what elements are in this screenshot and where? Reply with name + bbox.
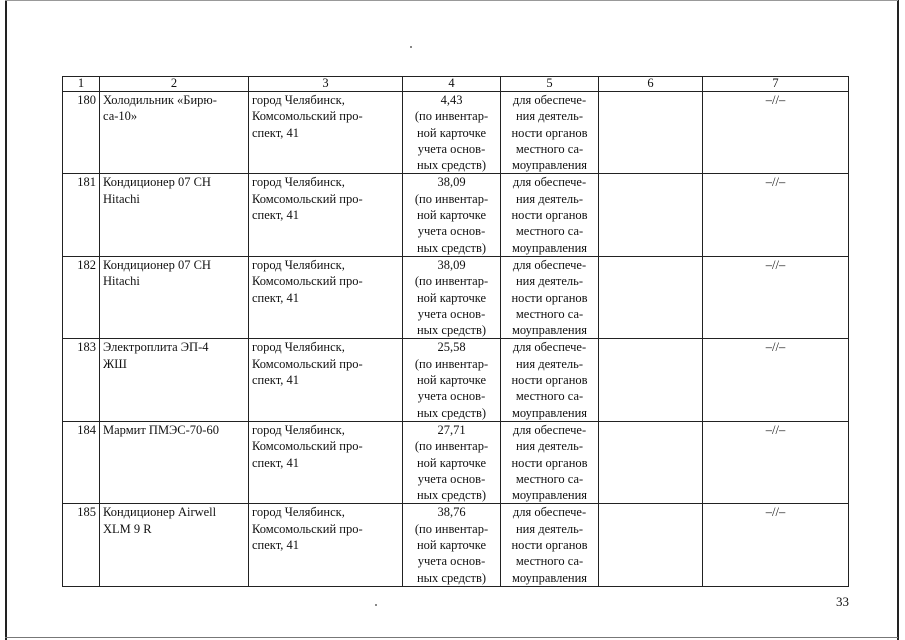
purpose-line: местного са- bbox=[515, 389, 584, 404]
address-line: Комсомольский про- bbox=[252, 191, 363, 206]
item-name-line: ЖШ bbox=[103, 356, 127, 371]
purpose-line: моуправления bbox=[511, 405, 588, 420]
column-6-cell bbox=[599, 504, 703, 586]
book-value-line: ной карточке bbox=[416, 208, 487, 223]
scan-border-bottom bbox=[5, 637, 898, 638]
address-line: Комсомольский про- bbox=[252, 356, 363, 371]
purpose-line: местного са- bbox=[515, 306, 584, 321]
item-name-line: Холодильник «Бирю- bbox=[103, 93, 217, 107]
purpose-line: ния деятель- bbox=[515, 356, 584, 371]
column-7-cell: –//– bbox=[703, 421, 849, 503]
book-value-cell bbox=[403, 256, 501, 338]
scan-speck bbox=[375, 604, 377, 606]
row-number-cell: 183 bbox=[63, 339, 100, 421]
table-row bbox=[63, 256, 849, 338]
column-6-cell bbox=[599, 421, 703, 503]
purpose-line: местного са- bbox=[515, 224, 584, 239]
table-row bbox=[63, 504, 849, 586]
address-line: город Челябинск, bbox=[252, 340, 345, 355]
header-cell: 3 bbox=[249, 77, 403, 92]
item-name-line: XLM 9 R bbox=[103, 521, 152, 536]
address-cell bbox=[249, 174, 403, 256]
book-value-cell bbox=[403, 339, 501, 421]
column-7-cell: –//– bbox=[703, 174, 849, 256]
purpose-line: моуправления bbox=[511, 240, 588, 255]
header-cell: 1 bbox=[63, 77, 100, 92]
item-name-line: Электроплита ЭП-4 bbox=[103, 340, 209, 355]
book-value-line: ной карточке bbox=[416, 125, 487, 140]
book-value-line: 27,71 bbox=[437, 422, 466, 437]
address-line: Комсомольский про- bbox=[252, 521, 363, 536]
purpose-line: для обеспече- bbox=[512, 505, 587, 520]
item-name-line: Кондиционер 07 CH bbox=[103, 257, 211, 272]
address-cell bbox=[249, 92, 403, 174]
table-row bbox=[63, 92, 849, 174]
item-name-line: Кондиционер Airwell bbox=[103, 505, 217, 520]
book-value-line: (по инвентар- bbox=[414, 191, 489, 206]
book-value-line: 38,09 bbox=[437, 175, 466, 190]
item-name-line: са-10» bbox=[103, 109, 138, 124]
item-name-line: Кондиционер 07 CH bbox=[103, 175, 211, 190]
book-value-line: ных средств) bbox=[416, 323, 487, 338]
row-number-cell: 180 bbox=[63, 92, 100, 174]
book-value-line: (по инвентар- bbox=[414, 356, 489, 371]
address-line: спект, 41 bbox=[252, 290, 299, 305]
purpose-line: для обеспече- bbox=[512, 93, 587, 107]
row-number-cell: 185 bbox=[63, 504, 100, 586]
purpose-line: ности органов bbox=[511, 208, 588, 223]
purpose-line: ния деятель- bbox=[515, 109, 584, 124]
purpose-line: местного са- bbox=[515, 554, 584, 569]
header-cell: 4 bbox=[403, 77, 501, 92]
address-cell bbox=[249, 256, 403, 338]
purpose-line: для обеспече- bbox=[512, 422, 587, 437]
book-value-line: учета основ- bbox=[417, 306, 486, 321]
header-cell: 2 bbox=[100, 77, 249, 92]
purpose-cell bbox=[501, 421, 599, 503]
item-name-cell bbox=[100, 504, 249, 586]
address-cell bbox=[249, 339, 403, 421]
item-name-cell bbox=[100, 174, 249, 256]
book-value-line: ной карточке bbox=[416, 373, 487, 388]
table-row bbox=[63, 174, 849, 256]
address-line: спект, 41 bbox=[252, 373, 299, 388]
purpose-line: местного са- bbox=[515, 141, 584, 156]
book-value-line: (по инвентар- bbox=[414, 439, 489, 454]
book-value-line: 38,09 bbox=[437, 257, 466, 272]
column-7-cell: –//– bbox=[703, 92, 849, 174]
book-value-line: ных средств) bbox=[416, 240, 487, 255]
column-6-cell bbox=[599, 339, 703, 421]
book-value-line: ных средств) bbox=[416, 405, 487, 420]
row-number-cell: 182 bbox=[63, 256, 100, 338]
table-row bbox=[63, 421, 849, 503]
header-cell: 7 bbox=[703, 77, 849, 92]
scan-speck bbox=[410, 46, 412, 48]
item-name-cell bbox=[100, 421, 249, 503]
purpose-line: ности органов bbox=[511, 538, 588, 553]
address-cell bbox=[249, 421, 403, 503]
purpose-line: ния деятель- bbox=[515, 191, 584, 206]
column-6-cell bbox=[599, 92, 703, 174]
address-line: Комсомольский про- bbox=[252, 109, 363, 124]
book-value-line: учета основ- bbox=[417, 471, 486, 486]
purpose-cell bbox=[501, 256, 599, 338]
book-value-cell bbox=[403, 504, 501, 586]
purpose-line: местного са- bbox=[515, 471, 584, 486]
purpose-line: ности органов bbox=[511, 455, 588, 470]
header-cell: 5 bbox=[501, 77, 599, 92]
table-row bbox=[63, 339, 849, 421]
address-line: Комсомольский про- bbox=[252, 274, 363, 289]
book-value-line: ной карточке bbox=[416, 538, 487, 553]
purpose-cell bbox=[501, 92, 599, 174]
purpose-cell bbox=[501, 174, 599, 256]
book-value-line: учета основ- bbox=[417, 224, 486, 239]
purpose-line: ности органов bbox=[511, 290, 588, 305]
column-7-cell: –//– bbox=[703, 339, 849, 421]
book-value-cell bbox=[403, 174, 501, 256]
book-value-line: учета основ- bbox=[417, 554, 486, 569]
book-value-line: ной карточке bbox=[416, 455, 487, 470]
purpose-line: моуправления bbox=[511, 323, 588, 338]
address-line: город Челябинск, bbox=[252, 93, 345, 107]
address-line: Комсомольский про- bbox=[252, 439, 363, 454]
purpose-line: моуправления bbox=[511, 488, 588, 503]
item-name-line: Hitachi bbox=[103, 191, 140, 206]
item-name-cell bbox=[100, 92, 249, 174]
book-value-line: учета основ- bbox=[417, 141, 486, 156]
address-line: город Челябинск, bbox=[252, 505, 345, 520]
scan-border-right bbox=[897, 0, 899, 640]
book-value-line: ных средств) bbox=[416, 158, 487, 173]
item-name-line: Hitachi bbox=[103, 274, 140, 289]
header-row bbox=[63, 77, 849, 92]
address-line: город Челябинск, bbox=[252, 257, 345, 272]
book-value-line: ных средств) bbox=[416, 570, 487, 585]
item-name-line: Мармит ПМЭС-70-60 bbox=[103, 422, 219, 437]
book-value-line: 4,43 bbox=[440, 93, 463, 107]
purpose-line: для обеспече- bbox=[512, 257, 587, 272]
book-value-line: ных средств) bbox=[416, 488, 487, 503]
purpose-line: моуправления bbox=[511, 158, 588, 173]
row-number-cell: 184 bbox=[63, 421, 100, 503]
book-value-line: ной карточке bbox=[416, 290, 487, 305]
address-line: спект, 41 bbox=[252, 538, 299, 553]
address-line: спект, 41 bbox=[252, 208, 299, 223]
address-line: город Челябинск, bbox=[252, 175, 345, 190]
inventory-table bbox=[62, 76, 849, 587]
address-line: город Челябинск, bbox=[252, 422, 345, 437]
purpose-line: ности органов bbox=[511, 125, 588, 140]
purpose-line: для обеспече- bbox=[512, 175, 587, 190]
book-value-line: (по инвентар- bbox=[414, 274, 489, 289]
purpose-line: моуправления bbox=[511, 570, 588, 585]
purpose-line: для обеспече- bbox=[512, 340, 587, 355]
column-7-cell: –//– bbox=[703, 256, 849, 338]
item-name-cell bbox=[100, 339, 249, 421]
book-value-line: учета основ- bbox=[417, 389, 486, 404]
book-value-line: (по инвентар- bbox=[414, 521, 489, 536]
address-cell bbox=[249, 504, 403, 586]
book-value-line: 38,76 bbox=[437, 505, 466, 520]
book-value-line: (по инвентар- bbox=[414, 109, 489, 124]
address-line: спект, 41 bbox=[252, 455, 299, 470]
scan-border-top bbox=[5, 0, 898, 1]
item-name-cell bbox=[100, 256, 249, 338]
book-value-cell bbox=[403, 92, 501, 174]
address-line: спект, 41 bbox=[252, 125, 299, 140]
column-7-cell: –//– bbox=[703, 504, 849, 586]
column-6-cell bbox=[599, 256, 703, 338]
purpose-line: ния деятель- bbox=[515, 274, 584, 289]
scan-border-left bbox=[5, 0, 7, 640]
purpose-line: ния деятель- bbox=[515, 439, 584, 454]
purpose-cell bbox=[501, 504, 599, 586]
page-number: 33 bbox=[836, 594, 849, 609]
book-value-line: 25,58 bbox=[437, 340, 466, 355]
header-cell: 6 bbox=[599, 77, 703, 92]
book-value-cell bbox=[403, 421, 501, 503]
purpose-line: ния деятель- bbox=[515, 521, 584, 536]
purpose-line: ности органов bbox=[511, 373, 588, 388]
column-6-cell bbox=[599, 174, 703, 256]
row-number-cell: 181 bbox=[63, 174, 100, 256]
purpose-cell bbox=[501, 339, 599, 421]
